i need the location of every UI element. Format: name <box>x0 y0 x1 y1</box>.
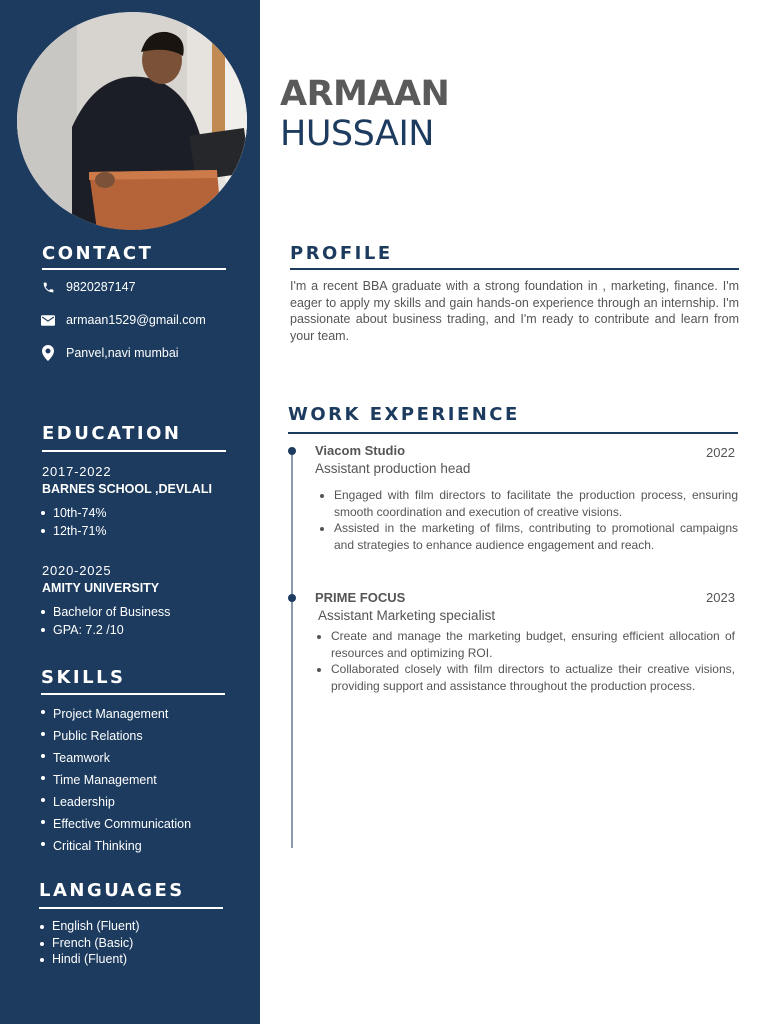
email-icon <box>40 312 56 328</box>
skills-divider <box>41 693 225 695</box>
contact-location-text: Panvel,navi mumbai <box>66 346 179 360</box>
profile-heading: PROFILE <box>290 243 393 264</box>
skills-list <box>53 703 191 857</box>
job-year: 2023 <box>706 590 735 605</box>
languages-list <box>52 918 140 968</box>
skills-heading: SKILLS <box>41 667 126 688</box>
work-experience-divider <box>288 432 738 434</box>
contact-email[interactable] <box>40 312 206 328</box>
profile-divider <box>290 268 739 270</box>
list-item: Create and manage the marketing budget, ensuring efficient allocation of resources and optimizing ROI. <box>331 629 735 660</box>
contact-phone[interactable] <box>40 279 136 295</box>
contact-heading: CONTACT <box>42 243 154 264</box>
education-school: AMITY UNIVERSITY <box>42 581 160 595</box>
contact-location <box>40 345 179 361</box>
list-item: Time Management <box>53 769 191 791</box>
list-item: English (Fluent) <box>52 919 140 933</box>
list-item: Leadership <box>53 791 191 813</box>
list-item: 10th-74% <box>53 506 107 520</box>
phone-icon <box>40 279 56 295</box>
list-item: Critical Thinking <box>53 835 191 857</box>
contact-email-text: armaan1529@gmail.com <box>66 313 206 327</box>
work-experience-heading: WORK EXPERIENCE <box>288 404 520 425</box>
contact-divider <box>42 268 226 270</box>
education-years: 2020-2025 <box>42 563 112 578</box>
job-duties <box>331 628 735 694</box>
languages-heading: LANGUAGES <box>39 880 185 901</box>
timeline-dot <box>288 447 296 455</box>
job-duties <box>334 487 738 553</box>
sidebar <box>0 0 260 1024</box>
education-details <box>53 504 107 540</box>
education-years: 2017-2022 <box>42 464 112 479</box>
list-item: Teamwork <box>53 747 191 769</box>
list-item: Effective Communication <box>53 813 191 835</box>
last-name: HUSSAIN <box>280 114 434 154</box>
list-item: Engaged with film directors to facilitate the production process, ensuring smooth coordination and execution of creative visions. <box>334 488 738 519</box>
education-details <box>53 603 170 639</box>
job-company: PRIME FOCUS <box>315 590 406 605</box>
languages-divider <box>39 907 223 909</box>
list-item: Bachelor of Business <box>53 605 171 619</box>
profile-photo <box>17 12 247 230</box>
education-school: BARNES SCHOOL ,DEVLALI <box>42 482 212 496</box>
timeline-line <box>291 450 293 848</box>
list-item: Public Relations <box>53 725 191 747</box>
job-company: Viacom Studio <box>315 443 406 458</box>
job-role: Assistant Marketing specialist <box>318 608 496 623</box>
first-name: ARMAAN <box>280 74 450 114</box>
list-item: Collaborated closely with film directors to actualize their creative visions, providing support and assistance throughout the production process. <box>331 662 735 693</box>
list-item: Assisted in the marketing of films, contributing to promotional campaigns and strategies to enhance audience engagement and reach. <box>334 521 738 552</box>
location-pin-icon <box>40 345 56 361</box>
profile-summary: I'm a recent BBA graduate with a strong foundation in , marketing, finance. I'm eager to apply my skills and gain hands-on experience through an internship. I'm passionate about business trading, and I'm ready to contribute and learn from your team. <box>290 279 739 343</box>
list-item: Hindi (Fluent) <box>52 951 140 968</box>
list-item: GPA: 7.2 /10 <box>53 621 170 639</box>
list-item: 12th-71% <box>53 524 107 538</box>
education-divider <box>42 450 226 452</box>
list-item: French (Basic) <box>52 935 140 952</box>
job-year: 2022 <box>706 445 735 460</box>
contact-phone-text: 9820287147 <box>66 280 136 294</box>
education-heading: EDUCATION <box>42 423 182 444</box>
timeline-dot <box>288 594 296 602</box>
list-item: Project Management <box>53 703 191 725</box>
job-role: Assistant production head <box>315 461 471 476</box>
